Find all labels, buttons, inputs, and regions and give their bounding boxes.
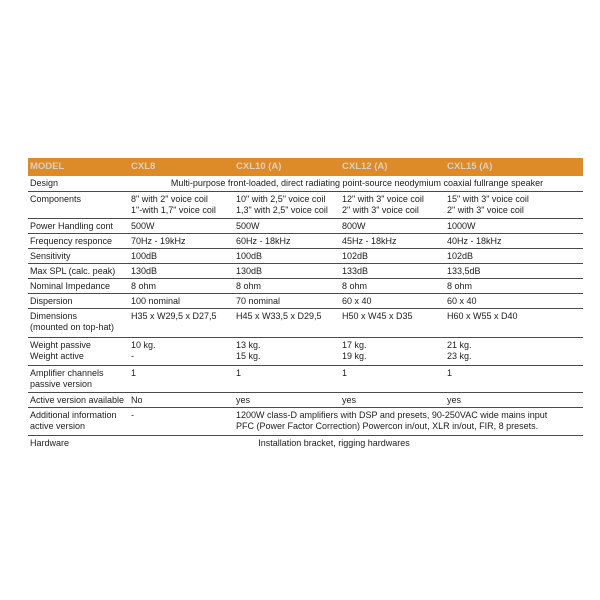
row-label-line: Additional information xyxy=(30,410,117,420)
cell-value-line: 1 xyxy=(236,368,242,378)
cell-value-line: 70 nominal xyxy=(236,296,281,306)
cell-max-spl-calc-peak-col3 xyxy=(342,264,447,278)
cell-weight-col4 xyxy=(447,338,583,365)
row-label-line: Frequency responce xyxy=(30,236,113,246)
cell-value-line: 8 ohm xyxy=(131,281,157,291)
table-row-hardware xyxy=(28,436,583,455)
row-label-line: Weight passive xyxy=(30,340,91,350)
cell-nominal-impedance-col4 xyxy=(447,279,583,293)
cell-dispersion-col4 xyxy=(447,294,583,308)
cell-value-line: 1000W xyxy=(447,221,476,231)
cell-dispersion-col1 xyxy=(131,294,236,308)
cell-value-line: Installation bracket, rigging hardwares xyxy=(258,438,410,448)
cell-power-handling-cont-col4 xyxy=(447,219,583,233)
cell-dimensions-col3 xyxy=(342,309,447,337)
cell-amplifier-channels-col1 xyxy=(131,366,236,392)
row-label-amplifier-channels xyxy=(28,366,131,392)
header-cell-cxl8: CXL8 xyxy=(131,161,156,172)
cell-frequency-responce-col1 xyxy=(131,234,236,248)
cell-value-line: 70Hz - 19kHz xyxy=(131,236,186,246)
row-label-dimensions xyxy=(28,309,131,337)
cell-additional-information-col1 xyxy=(131,408,236,435)
row-label-design xyxy=(28,176,131,191)
cell-design-col1 xyxy=(131,176,583,191)
row-label-line: Power Handling cont xyxy=(30,221,114,231)
cell-weight-col3 xyxy=(342,338,447,365)
cell-value-line: 45Hz - 18kHz xyxy=(342,236,397,246)
cell-value-line: Multi-purpose front-loaded, direct radiating point-source neodymium coaxial fullrange speaker xyxy=(170,178,544,188)
cell-value-line: 2" with 3" voice coil xyxy=(342,205,419,215)
cell-value-line: 10 kg. xyxy=(131,340,156,350)
row-label-line: Active version available xyxy=(30,395,125,405)
row-label-line: Sensitivity xyxy=(30,251,71,261)
table-row-components xyxy=(28,192,583,219)
cell-value-line: 130dB xyxy=(131,266,158,276)
cell-dimensions-col4 xyxy=(447,309,583,337)
cell-active-version-available-col2 xyxy=(236,393,342,407)
cell-active-version-available-col1 xyxy=(131,393,236,407)
row-label-weight xyxy=(28,338,131,365)
header-cell-model: MODEL xyxy=(30,161,65,172)
cell-max-spl-calc-peak-col4 xyxy=(447,264,583,278)
cell-value-line: 40Hz - 18kHz xyxy=(447,236,502,246)
table-header-row xyxy=(28,158,583,176)
cell-components-col3 xyxy=(342,192,447,218)
cell-sensitivity-col2 xyxy=(236,249,342,263)
row-label-additional-information xyxy=(28,408,131,435)
cell-value-line: 100dB xyxy=(236,251,263,261)
row-label-line: active version xyxy=(30,421,86,431)
cell-dimensions-col2 xyxy=(236,309,342,337)
cell-value-line: 10" with 2,5" voice coil xyxy=(236,194,326,204)
table-row-max-spl-calc-peak xyxy=(28,264,583,279)
row-label-line: Nominal Impedance xyxy=(30,281,111,291)
cell-power-handling-cont-col2 xyxy=(236,219,342,233)
cell-value-line: 1 xyxy=(447,368,453,378)
cell-value-line: 500W xyxy=(131,221,155,231)
table-row-sensitivity xyxy=(28,249,583,264)
cell-value-line: yes xyxy=(447,395,462,405)
cell-weight-col1 xyxy=(131,338,236,365)
table-row-weight xyxy=(28,338,583,366)
table-row-design xyxy=(28,176,583,192)
cell-value-line: 133,5dB xyxy=(447,266,481,276)
cell-value-line: 15 kg. xyxy=(236,351,261,361)
cell-sensitivity-col3 xyxy=(342,249,447,263)
cell-components-col1 xyxy=(131,192,236,218)
cell-value-line: 17 kg. xyxy=(342,340,367,350)
cell-value-line: 1 xyxy=(342,368,348,378)
row-label-line: Weight active xyxy=(30,351,84,361)
table-row-dimensions xyxy=(28,309,583,338)
row-label-line: Components xyxy=(30,194,82,204)
cell-nominal-impedance-col1 xyxy=(131,279,236,293)
cell-hardware-col1 xyxy=(131,436,583,455)
cell-value-line: 2" with 3" voice coil xyxy=(447,205,524,215)
cell-value-line: 12" with 3" voice coil xyxy=(342,194,424,204)
header-cell-cxl12: CXL12 (A) xyxy=(342,161,388,172)
row-label-line: Max SPL (calc. peak) xyxy=(30,266,116,276)
cell-amplifier-channels-col2 xyxy=(236,366,342,392)
cell-value-line: 102dB xyxy=(342,251,369,261)
table-row-additional-information xyxy=(28,408,583,436)
row-label-line: Hardware xyxy=(30,438,70,448)
cell-dispersion-col2 xyxy=(236,294,342,308)
cell-value-line: 60 x 40 xyxy=(447,296,477,306)
cell-value-line: yes xyxy=(342,395,357,405)
cell-value-line: yes xyxy=(236,395,251,405)
cell-active-version-available-col3 xyxy=(342,393,447,407)
cell-value-line: No xyxy=(131,395,143,405)
cell-power-handling-cont-col1 xyxy=(131,219,236,233)
cell-max-spl-calc-peak-col1 xyxy=(131,264,236,278)
cell-value-line: - xyxy=(131,351,134,361)
cell-value-line: 60 x 40 xyxy=(342,296,372,306)
cell-amplifier-channels-col3 xyxy=(342,366,447,392)
row-label-line: (mounted on top-hat) xyxy=(30,322,115,332)
cell-value-line: 8 ohm xyxy=(342,281,368,291)
cell-value-line: 102dB xyxy=(447,251,474,261)
cell-power-handling-cont-col3 xyxy=(342,219,447,233)
cell-additional-information-col2 xyxy=(236,408,583,435)
cell-value-line: 133dB xyxy=(342,266,369,276)
cell-nominal-impedance-col3 xyxy=(342,279,447,293)
header-cell-cxl10: CXL10 (A) xyxy=(236,161,282,172)
cell-value-line: H60 x W55 x D40 xyxy=(447,311,518,321)
cell-value-line: 21 kg. xyxy=(447,340,472,350)
cell-value-line: 23 kg. xyxy=(447,351,472,361)
row-label-line: Amplifier channels xyxy=(30,368,104,378)
row-label-line: passive version xyxy=(30,379,93,389)
table-body xyxy=(28,176,583,455)
cell-sensitivity-col4 xyxy=(447,249,583,263)
row-label-dispersion xyxy=(28,294,131,308)
cell-value-line: - xyxy=(131,410,134,420)
table-row-active-version-available xyxy=(28,393,583,408)
cell-value-line: 130dB xyxy=(236,266,263,276)
cell-components-col4 xyxy=(447,192,583,218)
table-row-dispersion xyxy=(28,294,583,309)
cell-value-line: 800W xyxy=(342,221,366,231)
row-label-line: Dimensions xyxy=(30,311,78,321)
cell-value-line: H35 x W29,5 x D27,5 xyxy=(131,311,217,321)
table-row-frequency-responce xyxy=(28,234,583,249)
row-label-hardware xyxy=(28,436,131,455)
cell-frequency-responce-col2 xyxy=(236,234,342,248)
cell-value-line: 15" with 3" voice coil xyxy=(447,194,529,204)
cell-value-line: PFC (Power Factor Correction) Powercon in/out, XLR in/out, FIR, 8 presets. xyxy=(236,421,539,431)
cell-dimensions-col1 xyxy=(131,309,236,337)
cell-frequency-responce-col3 xyxy=(342,234,447,248)
row-label-sensitivity xyxy=(28,249,131,263)
cell-value-line: 1 xyxy=(131,368,137,378)
cell-max-spl-calc-peak-col2 xyxy=(236,264,342,278)
cell-sensitivity-col1 xyxy=(131,249,236,263)
cell-value-line: 13 kg. xyxy=(236,340,261,350)
cell-value-line: 500W xyxy=(236,221,260,231)
cell-nominal-impedance-col2 xyxy=(236,279,342,293)
row-label-components xyxy=(28,192,131,218)
cell-value-line: 1200W class-D amplifiers with DSP and presets, 90-250VAC wide mains input xyxy=(236,410,548,420)
row-label-nominal-impedance xyxy=(28,279,131,293)
cell-amplifier-channels-col4 xyxy=(447,366,583,392)
header-cell-cxl15: CXL15 (A) xyxy=(447,161,493,172)
table-row-nominal-impedance xyxy=(28,279,583,294)
row-label-frequency-responce xyxy=(28,234,131,248)
row-label-line: Design xyxy=(30,178,59,188)
cell-value-line: 19 kg. xyxy=(342,351,367,361)
cell-dispersion-col3 xyxy=(342,294,447,308)
cell-value-line: 1,3" with 2,5" voice coil xyxy=(236,205,328,215)
cell-value-line: 8 ohm xyxy=(447,281,473,291)
cell-value-line: H50 x W45 x D35 xyxy=(342,311,413,321)
row-label-line: Dispersion xyxy=(30,296,73,306)
cell-weight-col2 xyxy=(236,338,342,365)
row-label-max-spl-calc-peak xyxy=(28,264,131,278)
table-row-power-handling-cont xyxy=(28,219,583,234)
cell-active-version-available-col4 xyxy=(447,393,583,407)
row-label-power-handling-cont xyxy=(28,219,131,233)
cell-frequency-responce-col4 xyxy=(447,234,583,248)
cell-value-line: 1"-with 1,7" voice coil xyxy=(131,205,216,215)
cell-value-line: 8 ohm xyxy=(236,281,262,291)
cell-value-line: 60Hz - 18kHz xyxy=(236,236,291,246)
cell-value-line: 8" with 2" voice coil xyxy=(131,194,208,204)
table-row-amplifier-channels xyxy=(28,366,583,393)
cell-components-col2 xyxy=(236,192,342,218)
speaker-spec-table xyxy=(28,158,583,455)
cell-value-line: 100dB xyxy=(131,251,158,261)
row-label-active-version-available xyxy=(28,393,131,407)
cell-value-line: H45 x W33,5 x D29,5 xyxy=(236,311,322,321)
cell-value-line: 100 nominal xyxy=(131,296,181,306)
